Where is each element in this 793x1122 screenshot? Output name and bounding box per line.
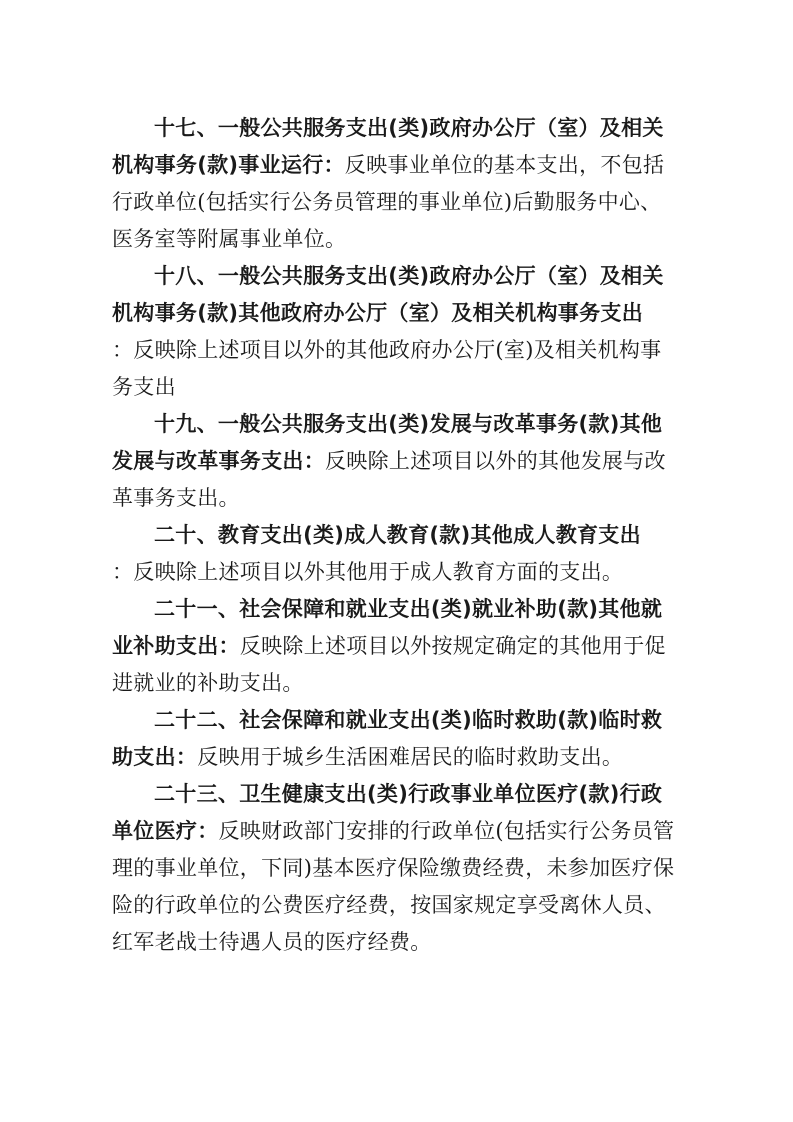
item-heading: 二十三、卫生健康支出(类)行政事业单位医疗(款)行政 xyxy=(154,782,663,806)
paragraph-19 xyxy=(112,406,677,517)
item-text: 反映用于城乡生活困难居民的临时救助支出。 xyxy=(197,745,624,769)
item-text: 红军老战士待遇人员的医疗经费。 xyxy=(112,930,432,954)
item-heading: 十七、一般公共服务支出(类)政府办公厅（室）及相关 xyxy=(154,116,664,140)
item-text: 革事务支出。 xyxy=(112,486,240,510)
item-text: 务支出 xyxy=(112,375,176,399)
document-page xyxy=(112,110,677,961)
item-heading: 业补助支出： xyxy=(112,634,240,658)
item-text: 理的事业单位，下同)基本医疗保险缴费经费，未参加医疗保 xyxy=(112,856,675,880)
item-text: 反映财政部门安排的行政单位(包括实行公务员管 xyxy=(218,819,675,843)
item-text: 进就业的补助支出。 xyxy=(112,671,304,695)
item-text: 行政单位(包括实行公务员管理的事业单位)后勤服务中心、 xyxy=(112,190,662,214)
paragraph-20 xyxy=(112,517,677,591)
item-text: 险的行政单位的公费医疗经费，按国家规定享受离休人员、 xyxy=(112,893,666,917)
item-heading: 发展与改革事务支出： xyxy=(112,449,325,473)
item-heading: 十九、一般公共服务支出(类)发展与改革事务(款)其他 xyxy=(154,412,663,436)
item-text: ：反映除上述项目以外其他用于成人教育方面的支出。 xyxy=(112,560,624,584)
item-text: 反映事业单位的基本支出，不包括 xyxy=(344,153,665,177)
item-heading: 二十二、社会保障和就业支出(类)临时救助(款)临时救 xyxy=(154,708,663,732)
paragraph-18 xyxy=(112,258,677,406)
item-heading: 机构事务(款)其他政府办公厅（室）及相关机构事务支出 xyxy=(112,301,643,325)
paragraph-17 xyxy=(112,110,677,258)
item-heading: 二十、教育支出(类)成人教育(款)其他成人教育支出 xyxy=(154,523,641,547)
item-text: 医务室等附属事业单位。 xyxy=(112,227,347,251)
paragraph-21 xyxy=(112,591,677,702)
paragraph-23 xyxy=(112,776,677,961)
item-heading: 二十一、社会保障和就业支出(类)就业补助(款)其他就 xyxy=(154,597,663,621)
item-text: ：反映除上述项目以外的其他政府办公厅(室)及相关机构事 xyxy=(112,338,662,362)
item-text: 反映除上述项目以外的其他发展与改 xyxy=(325,449,666,473)
item-heading: 单位医疗： xyxy=(112,819,219,843)
item-heading: 机构事务(款)事业运行： xyxy=(112,153,345,177)
item-heading: 十八、一般公共服务支出(类)政府办公厅（室）及相关 xyxy=(154,264,664,288)
item-heading: 助支出： xyxy=(112,745,198,769)
item-text: 反映除上述项目以外按规定确定的其他用于促 xyxy=(239,634,666,658)
paragraph-22 xyxy=(112,702,677,776)
